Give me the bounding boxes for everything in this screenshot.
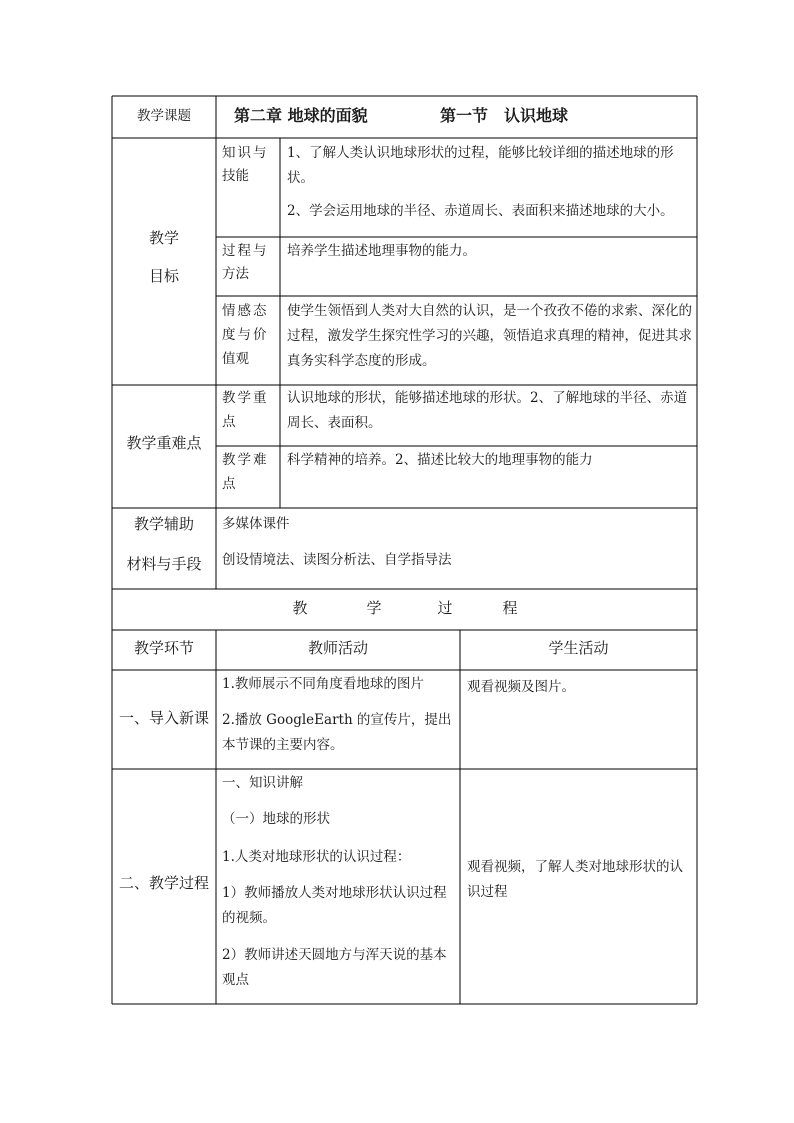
chapter-title: 第二章 地球的面貌: [234, 106, 368, 125]
row-1-student: 观看视频及图片。: [467, 679, 575, 695]
row-1-stage: 一、导入新课: [118, 709, 209, 727]
aids-label-line1: 教学辅助: [133, 515, 194, 533]
column-header-teacher: 教师活动: [307, 639, 368, 657]
row-2-teacher-line-3: 1.人类对地球形状的认识过程：: [222, 849, 411, 865]
row-2-teacher-line-5: 2）教师讲述天圆地方与浑天说的基本观点: [222, 947, 447, 988]
emotion-text: 使学生领悟到人类对大自然的认识，是一个孜孜不倦的求索、深化的过程，激发学生探究性学习的兴趣，领悟追求真理的精神，促进其求真务实科学态度的形成。: [287, 303, 692, 369]
emotion-label-line3: 值观: [222, 351, 249, 367]
aids-line-1: 多媒体课件: [222, 516, 290, 532]
aids-line-2: 创设情境法、读图分析法、自学指导法: [222, 552, 452, 568]
column-header-student: 学生活动: [548, 639, 609, 657]
focus-label-line1: 教学重: [222, 390, 269, 406]
row-2-stage: 二、教学过程: [118, 874, 209, 892]
row-1-teacher-line-2: 2.播放 GoogleEarth 的宣传片，提出本节课的主要内容。: [222, 712, 452, 753]
goals-label-line2: 目标: [148, 267, 179, 285]
focus-text: 认识地球的形状，能够描述地球的形状。2、了解地球的半径、赤道周长、表面积。: [287, 390, 688, 431]
row-2-student: 观看视频，了解人类对地球形状的认识过程: [467, 859, 683, 900]
process-label-line2: 方法: [222, 266, 249, 282]
key-points-label: 教学重难点: [126, 434, 202, 452]
process-label-line1: 过程与: [222, 243, 269, 259]
column-header-stage: 教学环节: [133, 639, 194, 657]
process-header-char-2: 学: [366, 599, 382, 617]
difficulty-label-line1: 教学难: [222, 452, 269, 468]
difficulty-label-line2: 点: [222, 476, 236, 492]
row-2-teacher-line-4: 1）教师播放人类对地球形状认识过程的视频。: [222, 885, 447, 926]
process-text: 培养学生描述地理事物的能力。: [287, 243, 476, 259]
process-header-char-1: 教: [292, 599, 308, 617]
emotion-label-line2: 度与价: [222, 327, 269, 343]
emotion-label-line1: 情感态: [222, 303, 269, 319]
knowledge-item-1: 1、了解人类认识地球形状的过程，能够比较详细的描述地球的形状。: [287, 145, 674, 186]
knowledge-label-line2: 技能: [222, 168, 249, 184]
lesson-topic-label: 教学课题: [137, 108, 191, 124]
process-header-char-3: 过: [437, 599, 453, 617]
process-header-char-4: 程: [502, 599, 518, 617]
section-title: 第一节 认识地球: [440, 106, 569, 125]
knowledge-label-line1: 知识与: [222, 145, 269, 161]
knowledge-item-2: 2、学会运用地球的半径、赤道周长、表面积来描述地球的大小。: [287, 203, 674, 219]
focus-label-line2: 点: [222, 414, 236, 430]
row-2-teacher-line-1: 一、知识讲解: [222, 775, 303, 791]
aids-label-line2: 材料与手段: [126, 555, 202, 573]
row-2-teacher-line-2: （一）地球的形状: [222, 811, 330, 827]
row-1-teacher-line-1: 1.教师展示不同角度看地球的图片: [222, 676, 424, 692]
goals-label-line1: 教学: [148, 229, 179, 247]
difficulty-text: 科学精神的培养。2、描述比较大的地理事物的能力: [287, 452, 593, 468]
